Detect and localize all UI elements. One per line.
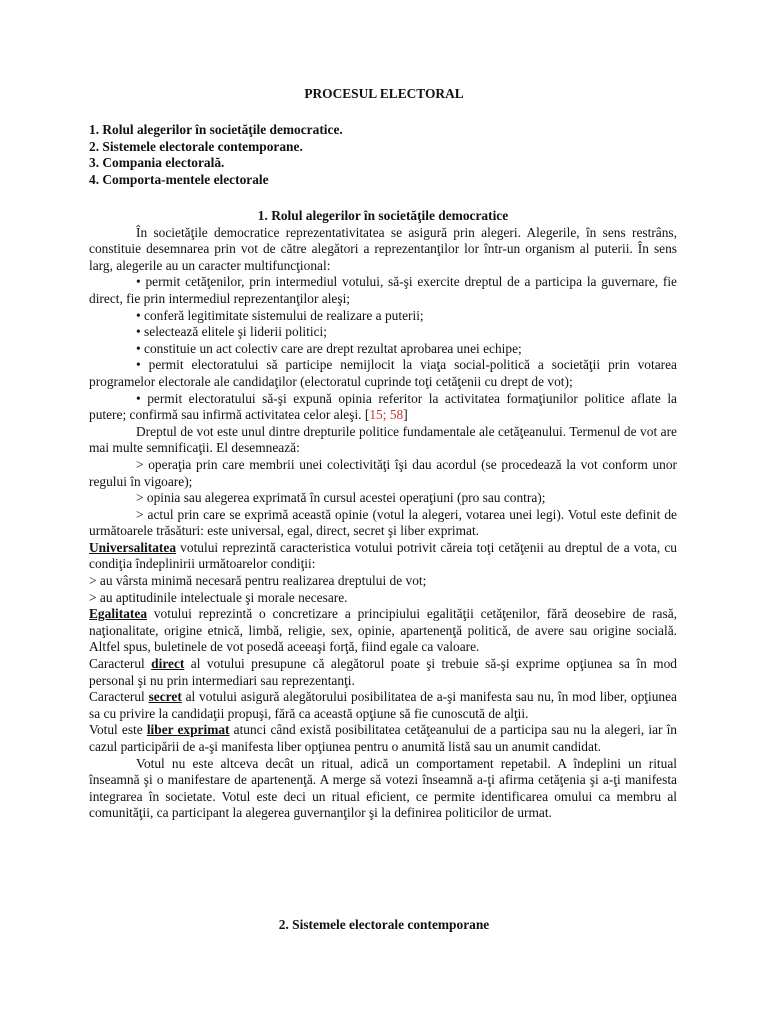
table-of-contents — [89, 122, 689, 188]
citation-ref-link[interactable]: 58 — [389, 407, 404, 423]
function-bullet-5: • permit electoratului să participe nemijlocit la viaţa social-politică a societăţii prin votarea programelor electorale ale candidaţilor (electoratul cuprinde toţi cetăţenii cu drept de vot); — [89, 357, 677, 389]
intro-paragraph: În societăţile democratice reprezentativitatea se asigură prin alegeri. Alegerile, în sens restrâns, constituie desemnarea prin vot de către alegători a reprezentanţilor lor într-un organism al puterii. În sens larg, alegerile au un caracter multifuncţional: — [89, 224, 677, 273]
document-title: PROCESUL ELECTORAL — [304, 86, 464, 101]
secret-paragraph — [89, 689, 677, 722]
secret-text: al votului asigură alegătorului posibilitatea de a-şi manifesta sau nu, în mod liber, opţiunea sa cu privire la candidaţii propuşi, fără ca această opţiune să fie cunoscută de alţii. — [89, 689, 678, 721]
free-vote-lead: Votul este — [89, 722, 147, 738]
secret-lead: Caracterul — [89, 689, 149, 705]
ritual-paragraph: Votul nu este altceva decât un ritual, adică un comportament repetabil. A îndeplini un ritual înseamnă şi o manifestare de apartenenţă. A merge să votezi înseamnă a-ţi afirma cetăţenia şi a-ţi manifesta integrarea în societate. Votul este deci un ritual eficient, ce permite identificarea omului ca membru al comunităţii, ca participant la alegerea guvernanţilor şi la definirea politicilor de urmat. — [89, 755, 677, 821]
toc-item-2: 2. Sistemele electorale contemporane. — [89, 138, 303, 154]
direct-paragraph — [89, 656, 677, 689]
function-bullet-4: • constituie un act colectiv care are drept rezultat aprobarea unei echipe; — [136, 340, 522, 356]
function-bullet-2: • conferă legitimitate sistemului de realizare a puterii; — [136, 307, 424, 323]
function-bullet-6-text: • permit electoratului să-şi expună opinia referitor la activitatea formaţiunilor politice aflate la putere; confirmă sau infirmă activitatea celor aleşi. — [89, 390, 677, 423]
vote-meaning-3: > actul prin care se exprimă această opinie (votul la alegeri, votarea unei legi). Votul este definit de următoarele trăsături: este universal, egal, direct, secret şi liber exprimat. — [89, 506, 677, 539]
function-bullet-3: • selectează elitele şi liderii politici; — [136, 324, 327, 340]
equality-text: votului reprezintă o concretizare a principiului egalităţii cetăţenilor, fără deosebire de rasă, naţionalitate, origine etnică, limbă, religie, sex, opinie, apartenenţă politică, de avere sau origine socială. Altfel spus, buletinele de vot posedă aceeaşi forţă, fiind egale ca valoare. — [89, 606, 677, 655]
function-bullet-6 — [89, 391, 677, 424]
secret-term: secret — [148, 689, 182, 705]
function-bullet-1: • permit cetăţenilor, prin intermediul votului, să-şi exercite dreptul de a participa la guvernare, fie direct, fie prin intermediul reprezentanţilor aleşi; — [89, 274, 677, 306]
toc-item-4: 4. Comporta-mentele electorale — [89, 171, 269, 187]
universality-text: votului reprezintă caracteristica votului potrivit căreia toţi cetăţenii au dreptul de a vota, cu condiţia îndeplinirii următoarelor condiţii: — [89, 539, 677, 572]
citation — [365, 407, 408, 422]
equality-paragraph — [89, 606, 677, 656]
vote-intro-paragraph: Dreptul de vot este unul dintre drepturile politice fundamentale ale cetăţeanului. Termenul de vot are mai multe semnificaţii. El desemnează: — [89, 423, 677, 456]
universality-paragraph — [89, 540, 677, 573]
vote-meaning-1: > operaţia prin care membrii unei colectivităţi îşi dau acordul (se procedează la vot conform unor regului în vigoare); — [89, 456, 677, 489]
direct-term: direct — [151, 656, 185, 672]
universality-term: Universalitatea — [89, 539, 177, 555]
citation-ref-link[interactable]: 15 — [369, 407, 383, 423]
citation-separator: ; — [382, 407, 390, 423]
universality-condition-2: > au aptitudinile intelectuale şi morale necesare. — [89, 589, 348, 605]
universality-condition-1: > au vârsta minimă necesară pentru realizarea dreptului de vot; — [89, 573, 427, 589]
section-1-body — [89, 208, 677, 822]
citation-open: [ — [364, 407, 370, 423]
vote-meaning-2: > opinia sau alegerea exprimată în cursul acestei operaţiuni (pro sau contra); — [136, 490, 546, 506]
direct-lead: Caracterul — [89, 656, 152, 672]
free-vote-paragraph — [89, 722, 677, 755]
section-1-heading: 1. Rolul alegerilor în societăţile democratice — [257, 208, 509, 223]
direct-text: al votului presupune că alegătorul poate şi trebuie să-şi exprime opţiunea sa în mod personal şi nu prin intermediari sau reprezentanţi. — [89, 656, 677, 688]
equality-term: Egalitatea — [89, 606, 148, 622]
section-2-heading: 2. Sistemele electorale contemporane — [278, 917, 490, 932]
citation-close: ] — [403, 407, 408, 423]
free-vote-term: liber exprimat — [146, 722, 230, 738]
toc-item-3: 3. Compania electorală. — [89, 155, 225, 171]
free-vote-text: atunci când există posibilitatea cetăţeanului de a participa sau nu la alegeri, iar în cazul participării de a-şi manifesta liber opţiunea pentru o anumită listă sau un anumit candidat. — [89, 722, 677, 754]
toc-item-1: 1. Rolul alegerilor în societăţile democratice. — [89, 122, 343, 137]
